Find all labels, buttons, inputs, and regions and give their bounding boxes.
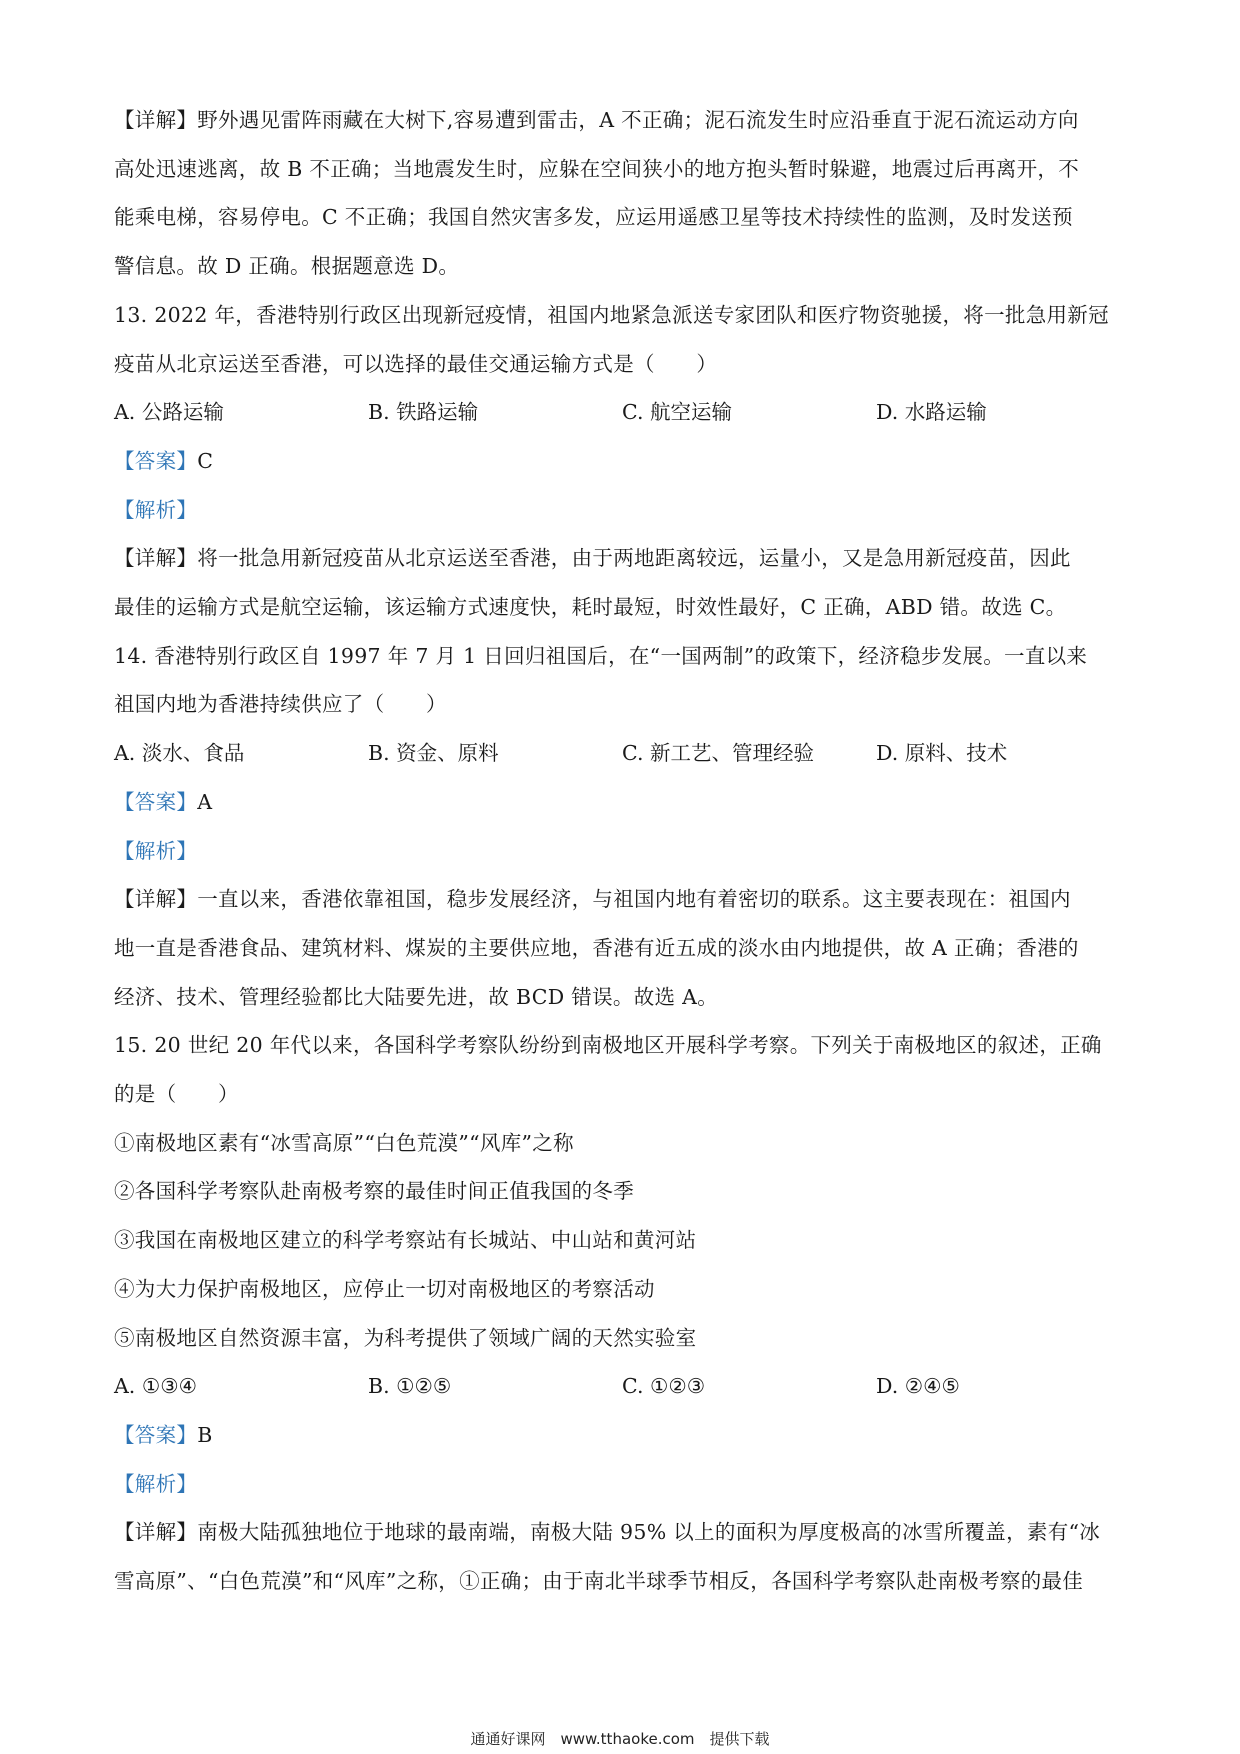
answer-line (114, 1411, 1134, 1460)
answer-tag: 【答案】 (114, 789, 198, 814)
option-item: C. ①②③ (622, 1374, 706, 1399)
option-item: C. 新工艺、管理经验 (622, 741, 814, 766)
option-item: D. 水路运输 (876, 400, 987, 425)
answer-line (114, 778, 1134, 827)
body-line (114, 1557, 1134, 1606)
detail-tag: 【详解】 (114, 108, 198, 132)
detail-line (114, 96, 1134, 145)
body-line (114, 193, 1134, 242)
question-line: ⑤南极地区自然资源丰富，为科考提供了领域广阔的天然实验室 (114, 1325, 697, 1350)
line-text: 警信息。故 D 正确。根据题意选 D。 (114, 254, 460, 279)
answer-tag: 【答案】 (114, 448, 198, 473)
question-line: 13. 2022 年，香港特别行政区出现新冠疫情，祖国内地紧急派送专家团队和医疗物资驰援，将一批急用新冠 (114, 302, 1109, 327)
analysis-line (114, 486, 1134, 535)
line-text: 地一直是香港食品、建筑材料、煤炭的主要供应地，香港有近五成的淡水由内地提供，故 A 正确；香港的 (114, 935, 1079, 960)
answer-line (114, 437, 1134, 486)
detail-line (114, 875, 1134, 924)
line-text: 能乘电梯，容易停电。C 不正确；我国自然灾害多发，应运用遥感卫星等技术持续性的监测，及时发送预 (114, 205, 1073, 230)
line-text: 雪高原”、“白色荒漠”和“风库”之称，①正确；由于南北半球季节相反，各国科学考察队赴南极考察的最佳 (114, 1569, 1084, 1594)
question-line: 15. 20 世纪 20 年代以来，各国科学考察队纷纷到南极地区开展科学考察。下列关于南极地区的叙述，正确 (114, 1033, 1102, 1058)
answer-value: C (197, 448, 214, 473)
detail-tag: 【详解】 (114, 887, 198, 912)
question-line: 14. 香港特别行政区自 1997 年 7 月 1 日回归祖国后，在“一国两制”的政策下，经济稳步发展。一直以来 (114, 643, 1088, 668)
answer-value: B (197, 1422, 213, 1447)
answer-value: A (197, 789, 213, 814)
analysis-line (114, 1460, 1134, 1509)
analysis-tag: 【解析】 (114, 497, 198, 522)
detail-tag: 【详解】 (114, 1520, 198, 1545)
option-row (114, 729, 1134, 778)
question-line: ④为大力保护南极地区，应停止一切对南极地区的考察活动 (114, 1276, 655, 1301)
question-line: ②各国科学考察队赴南极考察的最佳时间正值我国的冬季 (114, 1179, 634, 1204)
question-line: 疫苗从北京运送至香港，可以选择的最佳交通运输方式是（ ） (114, 351, 718, 376)
body-line (114, 583, 1134, 632)
option-item: D. 原料、技术 (876, 741, 1008, 766)
line-text: 高处迅速逃离，故 B 不正确；当地震发生时，应躲在空间狭小的地方抱头暂时躲避，地震过后再离开，不 (114, 156, 1079, 181)
line-text: 经济、技术、管理经验都比大陆要先进，故 BCD 错误。故选 A。 (114, 984, 719, 1009)
option-item: B. 铁路运输 (368, 400, 479, 425)
option-item: A. ①③④ (114, 1374, 197, 1399)
line-text: 将一批急用新冠疫苗从北京运送至香港，由于两地距离较远，运量小，又是急用新冠疫苗，因此 (197, 546, 1071, 571)
option-item: C. 航空运输 (622, 400, 732, 425)
option-item: A. 淡水、食品 (114, 741, 245, 766)
option-item: D. ②④⑤ (876, 1374, 960, 1399)
analysis-tag: 【解析】 (114, 1471, 198, 1496)
body-line (114, 973, 1134, 1022)
option-item: B. 资金、原料 (368, 741, 499, 766)
detail-line (114, 1508, 1134, 1557)
question-line: ①南极地区素有“冰雪高原”“白色荒漠”“风库”之称 (114, 1130, 574, 1155)
detail-tag: 【详解】 (114, 546, 198, 571)
line-text: 最佳的运输方式是航空运输，该运输方式速度快，耗时最短，时效性最好，C 正确，ABD 错。故选 C。 (114, 595, 1067, 620)
page-footer: 通通好课网 www.tthaoke.com 提供下载 (470, 1730, 770, 1748)
body-line (114, 924, 1134, 973)
question-line: 祖国内地为香港持续供应了（ ） (114, 692, 447, 717)
line-text: 南极大陆孤独地位于地球的最南端，南极大陆 95% 以上的面积为厚度极高的冰雪所覆盖，素有“冰 (197, 1520, 1101, 1545)
option-item: B. ①②⑤ (368, 1374, 452, 1399)
body-line (114, 145, 1134, 194)
analysis-tag: 【解析】 (114, 838, 198, 863)
question-line: ③我国在南极地区建立的科学考察站有长城站、中山站和黄河站 (114, 1228, 697, 1253)
document-page (114, 96, 1134, 1606)
answer-tag: 【答案】 (114, 1422, 198, 1447)
option-item: A. 公路运输 (114, 400, 224, 425)
detail-line (114, 534, 1134, 583)
question-line: 的是（ ） (114, 1082, 239, 1107)
option-row (114, 1362, 1134, 1411)
line-text: 一直以来，香港依靠祖国，稳步发展经济，与祖国内地有着密切的联系。这主要表现在：祖国内 (197, 887, 1071, 912)
line-text: 野外遇见雷阵雨藏在大树下,容易遭到雷击，A 不正确；泥石流发生时应沿垂直于泥石流运动方向 (197, 108, 1079, 132)
body-line (114, 242, 1134, 291)
analysis-line (114, 827, 1134, 876)
option-row (114, 388, 1134, 437)
